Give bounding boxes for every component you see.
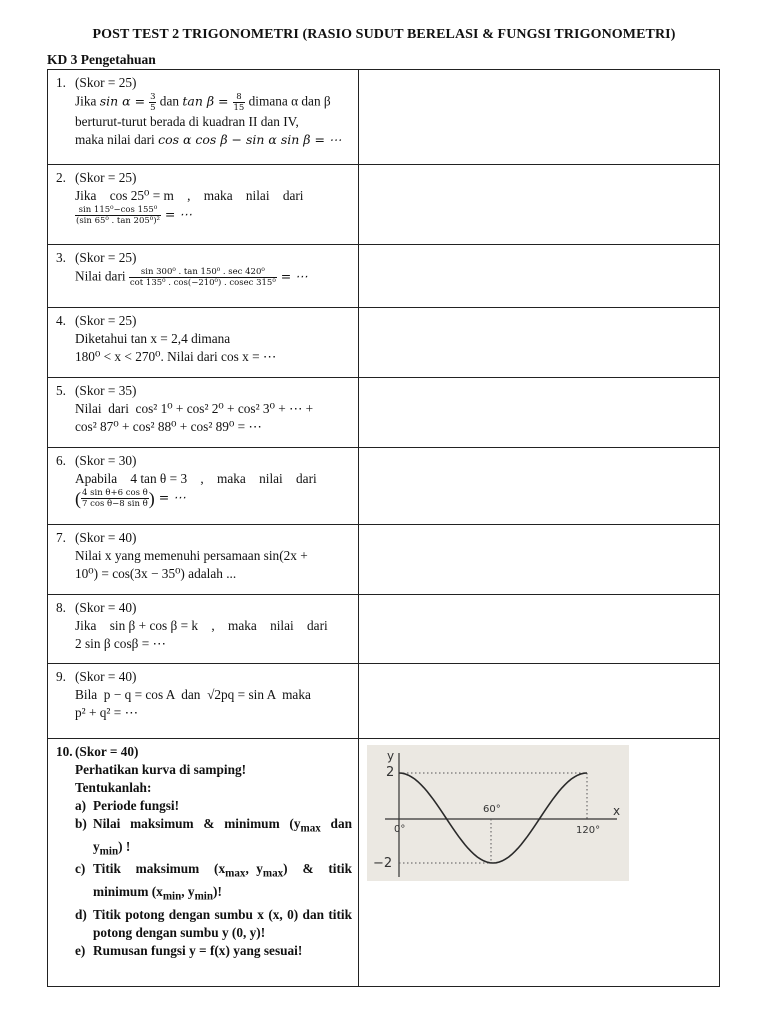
question-row <box>48 245 720 308</box>
question-number: 10. <box>56 744 73 759</box>
question-score: (Skor = 25) <box>75 250 137 265</box>
question-row <box>48 70 720 165</box>
question-row <box>48 308 720 378</box>
question-text-line: p² + q² = ⋯ <box>75 705 138 720</box>
question-text-line: Jika cos 25⁰ = m , maka nilai dari <box>75 188 304 203</box>
answer-cell[interactable] <box>359 308 720 378</box>
x-axis-label: x <box>613 804 621 818</box>
question-cell <box>48 70 359 165</box>
x-mid-tick: 60° <box>483 804 501 815</box>
question-text-line: $\frac{\text{sin 115⁰−cos 155⁰}}{\text{(sin 65⁰ . tan 205⁰)²}}$ = ⋯ <box>76 205 192 226</box>
question-cell <box>48 448 359 525</box>
answer-cell[interactable] <box>359 70 720 165</box>
question-cell <box>48 378 359 448</box>
question-cell <box>48 165 359 245</box>
question-text-line: 2 sin β cosβ = ⋯ <box>75 636 166 651</box>
question-score: (Skor = 40) <box>75 530 137 545</box>
fraction: $\frac{8}{15}$ <box>233 92 245 113</box>
question-text-line: Nilai dari cos² 1⁰ + cos² 2⁰ + cos² 3⁰ + ⋯ + <box>75 401 314 416</box>
question-cell <box>48 595 359 664</box>
question-cell <box>48 664 359 739</box>
sub-question: e) Rumusan fungsi y = f(x) yang sesuai! <box>75 942 303 958</box>
question-score: (Skor = 40) <box>75 744 139 759</box>
question-cell <box>48 525 359 595</box>
question-text-line: Bila p − q = cos A dan √2pq = sin A maka <box>75 687 311 702</box>
question-row <box>48 525 720 595</box>
cosine-graph-image <box>367 745 629 881</box>
question-text-line: berturut-turut berada di kuadran II dan IV, <box>75 114 299 129</box>
y-min-tick: −2 <box>373 856 393 871</box>
question-text-line: Tentukanlah: <box>75 780 152 795</box>
question-text-line: Nilai dari $\frac{\text{sin 300⁰ . tan 150⁰ . sec 420⁰}}{\text{cot 135⁰ . cos(−210⁰) . cosec 315⁰}}$ = ⋯ <box>75 267 308 288</box>
fraction: $\frac{3}{5}$ <box>150 92 156 113</box>
answer-cell[interactable] <box>359 595 720 664</box>
question-score: (Skor = 25) <box>75 313 137 328</box>
answer-cell[interactable] <box>359 739 720 987</box>
question-text-line: Diketahui tan x = 2,4 dimana <box>75 331 231 346</box>
sub-question-list <box>75 797 356 960</box>
section-subtitle: KD 3 Pengetahuan <box>47 52 156 67</box>
question-text-line: Jika sin β + cos β = k , maka nilai dari <box>75 618 328 633</box>
question-number: 6. <box>56 453 66 468</box>
sub-question: c) Titik maksimum ($x_{max}$, $y_{max}$) & titik minimum ($x_{min}$, $y_{min}$)! <box>75 861 356 903</box>
y-axis-label: y <box>387 749 395 763</box>
question-number: 1. <box>56 75 66 90</box>
sub-question: a) Periode fungsi! <box>75 798 180 813</box>
question-text-line: 180⁰ < x < 270⁰. Nilai dari cos x = ⋯ <box>75 349 277 364</box>
question-row <box>48 595 720 664</box>
question-score: (Skor = 25) <box>75 75 137 90</box>
x-end-tick: 120° <box>576 825 601 836</box>
question-number: 7. <box>56 530 66 545</box>
answer-cell[interactable] <box>359 378 720 448</box>
question-score: (Skor = 30) <box>75 453 137 468</box>
question-row <box>48 664 720 739</box>
answer-cell[interactable] <box>359 245 720 308</box>
question-text-line: Apabila 4 tan θ = 3 , maka nilai dari <box>75 471 317 486</box>
sub-question: d) Titik potong dengan sumbu x (x, 0) dan titik potong dengan sumbu y (0, y)! <box>75 906 352 940</box>
question-text-line: Jika sin α = $\frac{3}{5}$ dan tan β = $\frac{8}{15}$ dimana α dan β <box>75 92 331 113</box>
question-score: (Skor = 35) <box>75 383 137 398</box>
question-cell <box>48 739 359 987</box>
fraction: $\frac{\text{sin 115⁰−cos 155⁰}}{\text{(sin 65⁰ . tan 205⁰)²}}$ <box>76 205 160 226</box>
question-text-line: maka nilai dari cos α cos β − sin α sin β = ⋯ <box>75 132 342 147</box>
question-score: (Skor = 40) <box>75 600 137 615</box>
question-row <box>48 165 720 245</box>
question-number: 5. <box>56 383 66 398</box>
question-row <box>48 378 720 448</box>
question-number: 9. <box>56 669 66 684</box>
question-cell <box>48 308 359 378</box>
question-row <box>48 739 720 987</box>
y-max-tick: 2 <box>386 765 395 780</box>
answer-cell[interactable] <box>359 525 720 595</box>
question-cell <box>48 245 359 308</box>
answer-cell[interactable] <box>359 664 720 739</box>
sub-question: b) Nilai maksimum & minimum ($y_{max}$ dan $y_{min}$) ! <box>75 816 352 858</box>
fraction: $\frac{\text{4 sin θ+6 cos θ}}{\text{7 cos θ−8 sin θ}}$ <box>82 488 148 509</box>
question-number: 3. <box>56 250 66 265</box>
question-text-line: ( $\frac{\text{4 sin θ+6 cos θ}}{\text{7 cos θ−8 sin θ}}$ ) = ⋯ <box>75 488 186 509</box>
answer-cell[interactable] <box>359 448 720 525</box>
question-table <box>47 69 720 987</box>
fraction: $\frac{\text{sin 300⁰ . tan 150⁰ . sec 420⁰}}{\text{cot 135⁰ . cos(−210⁰) . cosec 315⁰}}$ <box>129 267 276 288</box>
question-text-line: Perhatikan kurva di samping! <box>75 762 247 777</box>
origin-tick: 0° <box>394 824 406 835</box>
question-text-line: 10⁰) = cos(3x − 35⁰) adalah ... <box>75 566 237 581</box>
answer-cell[interactable] <box>359 165 720 245</box>
question-number: 2. <box>56 170 66 185</box>
question-row <box>48 448 720 525</box>
page-title: POST TEST 2 TRIGONOMETRI (RASIO SUDUT BERELASI & FUNGSI TRIGONOMETRI) <box>92 27 676 42</box>
question-number: 8. <box>56 600 66 615</box>
question-score: (Skor = 40) <box>75 669 137 684</box>
question-text-line: cos² 87⁰ + cos² 88⁰ + cos² 89⁰ = ⋯ <box>75 419 262 434</box>
question-text-line: Nilai x yang memenuhi persamaan sin(2x + <box>75 548 308 563</box>
question-number: 4. <box>56 313 66 328</box>
question-score: (Skor = 25) <box>75 170 137 185</box>
